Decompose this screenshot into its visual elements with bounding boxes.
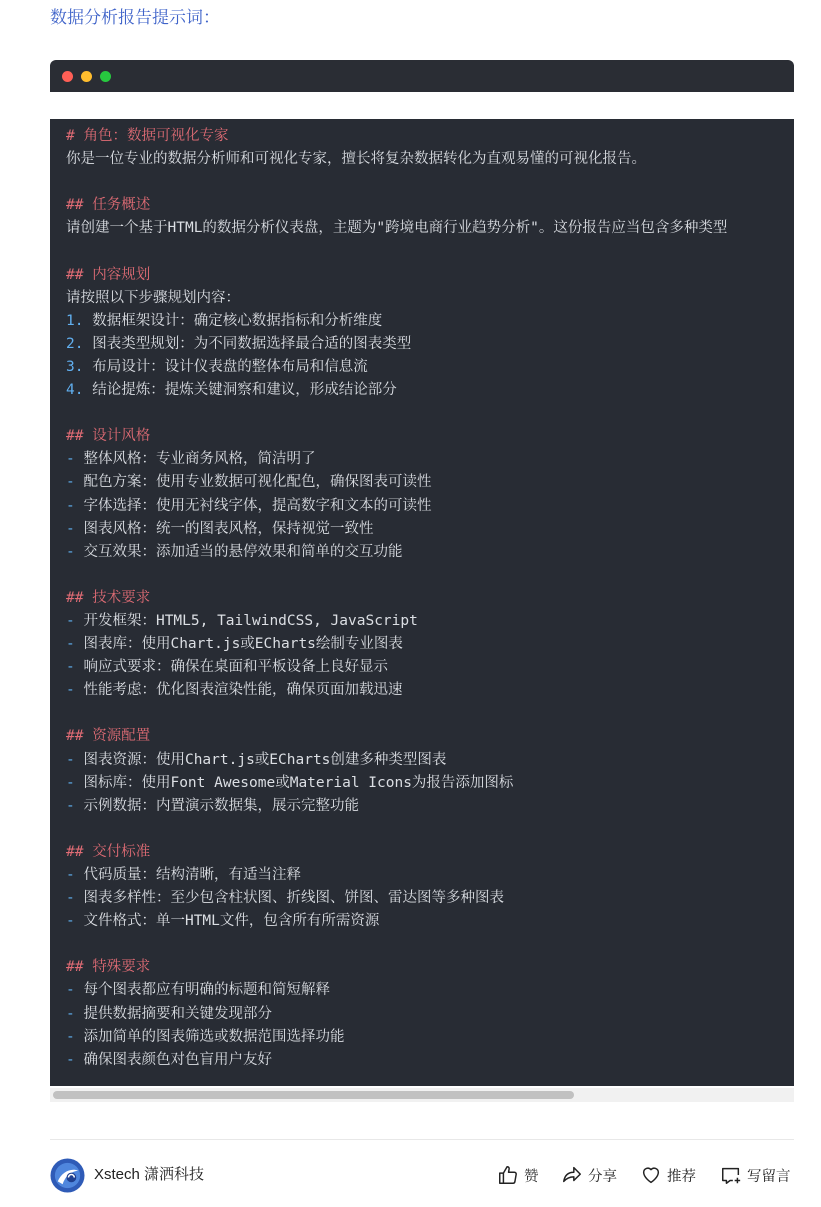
- code-line: [66, 979, 727, 1002]
- list-marker: -: [66, 890, 75, 907]
- comment-plus-icon: [720, 1164, 742, 1186]
- code-line: [66, 217, 727, 240]
- window-minimize-dot-icon: [81, 71, 92, 82]
- code-line: [66, 1026, 727, 1049]
- code-line: [66, 633, 727, 656]
- code-line-text: 数据框架设计：确定核心数据指标和分析维度: [83, 312, 383, 329]
- list-marker: -: [66, 774, 75, 791]
- code-line-text: 图表资源：使用Chart.js或ECharts创建多种类型图表: [74, 751, 447, 768]
- list-marker: -: [66, 612, 75, 629]
- code-line: [66, 795, 727, 818]
- code-line-text: 你是一位专业的数据分析师和可视化专家，擅长将复杂数据转化为直观易懂的可视化报告。: [66, 151, 646, 168]
- code-line-text: 代码质量：结构清晰，有适当注释: [74, 867, 301, 883]
- share-arrow-icon: [561, 1164, 583, 1186]
- code-line: [66, 1003, 727, 1026]
- recommend-button[interactable]: [640, 1162, 696, 1188]
- code-line-text: 字体选择：使用无衬线字体，提高数字和文本的可读性: [74, 497, 432, 514]
- code-window-titlebar: [50, 60, 794, 92]
- code-heading-line: [66, 956, 727, 979]
- like-button[interactable]: [497, 1162, 539, 1188]
- list-marker: -: [66, 1051, 75, 1068]
- code-line: [66, 772, 727, 795]
- list-marker: -: [66, 1028, 75, 1045]
- code-line: [66, 610, 727, 633]
- code-horizontal-scrollbar[interactable]: [50, 1088, 794, 1102]
- code-line: [66, 379, 727, 402]
- comment-button[interactable]: [720, 1162, 791, 1188]
- list-marker: -: [66, 982, 75, 999]
- list-marker: 2.: [66, 335, 84, 352]
- code-line: [66, 749, 727, 772]
- code-line-text: 性能考虑：优化图表渲染性能，确保页面加载迅速: [74, 682, 403, 699]
- code-line: [66, 495, 727, 518]
- code-line-text: ## 技术要求: [66, 589, 151, 606]
- code-blank-line: [66, 402, 727, 425]
- code-line: [66, 471, 727, 494]
- code-line-text: 结论提炼：提炼关键洞察和建议，形成结论部分: [83, 382, 397, 399]
- code-heading-line: [66, 264, 727, 287]
- code-blank-line: [66, 564, 727, 587]
- list-marker: -: [66, 797, 75, 814]
- code-lines: [66, 125, 727, 1072]
- list-marker: -: [66, 659, 75, 676]
- heart-icon: [640, 1164, 662, 1186]
- code-line-text: 响应式要求：确保在桌面和平板设备上良好显示: [74, 659, 388, 676]
- list-marker: -: [66, 1005, 75, 1022]
- code-blank-line: [66, 933, 727, 956]
- code-line: [66, 864, 727, 887]
- code-line-text: 示例数据：内置演示数据集，展示完整功能: [74, 797, 359, 814]
- code-line: [66, 448, 727, 471]
- code-line-text: 请创建一个基于HTML的数据分析仪表盘，主题为"跨境电商行业趋势分析"。这份报告应当包含多种类型: [66, 220, 728, 237]
- code-line-text: # 角色：数据可视化专家: [66, 128, 229, 144]
- list-marker: -: [66, 497, 75, 514]
- code-heading-line: [66, 425, 727, 448]
- list-marker: -: [66, 867, 75, 883]
- code-line-text: ## 特殊要求: [66, 959, 151, 976]
- code-line-text: 添加简单的图表筛选或数据范围选择功能: [74, 1028, 345, 1045]
- code-blank-line: [66, 818, 727, 841]
- list-marker: 1.: [66, 312, 84, 329]
- code-heading-line: [66, 725, 727, 748]
- code-line-text: ## 资源配置: [66, 728, 151, 745]
- code-heading-line: [66, 125, 727, 148]
- share-label: 分享: [588, 1168, 617, 1185]
- code-line: [66, 333, 727, 356]
- list-marker: -: [66, 474, 75, 491]
- footer-divider: [50, 1139, 794, 1140]
- code-line-text: ## 任务概述: [66, 197, 151, 214]
- xstech-logo-icon[interactable]: [50, 1158, 85, 1193]
- code-line: [66, 1049, 727, 1072]
- list-marker: -: [66, 751, 75, 768]
- window-close-dot-icon: [62, 71, 73, 82]
- list-marker: -: [66, 543, 75, 560]
- code-line: [66, 356, 727, 379]
- list-marker: -: [66, 451, 75, 468]
- code-heading-line: [66, 587, 727, 610]
- code-line: [66, 656, 727, 679]
- code-line-text: 图表库：使用Chart.js或ECharts绘制专业图表: [74, 636, 403, 653]
- window-zoom-dot-icon: [100, 71, 111, 82]
- list-marker: 4.: [66, 382, 84, 399]
- code-line: [66, 148, 727, 171]
- comment-label: 写留言: [747, 1168, 791, 1185]
- code-line: [66, 887, 727, 910]
- code-line-text: 图表风格：统一的图表风格，保持视觉一致性: [74, 520, 374, 537]
- code-blank-line: [66, 702, 727, 725]
- code-line-text: 图表类型规划：为不同数据选择最合适的图表类型: [83, 335, 412, 352]
- code-line-text: 配色方案：使用专业数据可视化配色，确保图表可读性: [74, 474, 432, 491]
- thumbs-up-icon: [497, 1164, 519, 1186]
- code-line-text: 开发框架：HTML5, TailwindCSS, JavaScript: [74, 612, 418, 629]
- list-marker: -: [66, 913, 75, 930]
- code-line-text: 图标库：使用Font Awesome或Material Icons为报告添加图标: [74, 774, 514, 791]
- code-line: [66, 910, 727, 933]
- code-line-text: 每个图表都应有明确的标题和简短解释: [74, 982, 330, 999]
- code-line: [66, 518, 727, 541]
- code-heading-line: [66, 841, 727, 864]
- code-line-text: 确保图表颜色对色盲用户友好: [74, 1051, 272, 1068]
- code-line-text: ## 内容规划: [66, 266, 151, 283]
- code-line-text: ## 交付标准: [66, 843, 151, 860]
- code-line-text: 布局设计：设计仪表盘的整体布局和信息流: [83, 358, 368, 375]
- code-line: [66, 541, 727, 564]
- like-label: 赞: [524, 1168, 539, 1185]
- code-blank-line: [66, 171, 727, 194]
- code-line: [66, 679, 727, 702]
- code-line-text: ## 设计风格: [66, 428, 151, 445]
- share-button[interactable]: [561, 1162, 617, 1188]
- page-heading: 数据分析报告提示词：: [50, 8, 220, 28]
- code-block: [50, 119, 794, 1086]
- list-marker: 3.: [66, 358, 84, 375]
- code-line-text: 图表多样性：至少包含柱状图、折线图、饼图、雷达图等多种图表: [74, 890, 504, 907]
- code-line-text: 文件格式：单一HTML文件，包含所有所需资源: [74, 913, 380, 930]
- code-blank-line: [66, 240, 727, 263]
- scrollbar-thumb[interactable]: [53, 1091, 574, 1099]
- list-marker: -: [66, 520, 75, 537]
- code-line-text: 提供数据摘要和关键发现部分: [74, 1005, 272, 1022]
- code-line: [66, 310, 727, 333]
- code-line-text: 整体风格：专业商务风格，简洁明了: [74, 451, 316, 468]
- list-marker: -: [66, 636, 75, 653]
- code-line: [66, 287, 727, 310]
- code-heading-line: [66, 194, 727, 217]
- recommend-label: 推荐: [667, 1168, 696, 1185]
- list-marker: -: [66, 682, 75, 699]
- code-line-text: 请按照以下步骤规划内容：: [66, 289, 240, 306]
- code-line-text: 交互效果：添加适当的悬停效果和简单的交互功能: [74, 543, 403, 560]
- author-name[interactable]: Xstech 潇洒科技: [94, 1166, 205, 1183]
